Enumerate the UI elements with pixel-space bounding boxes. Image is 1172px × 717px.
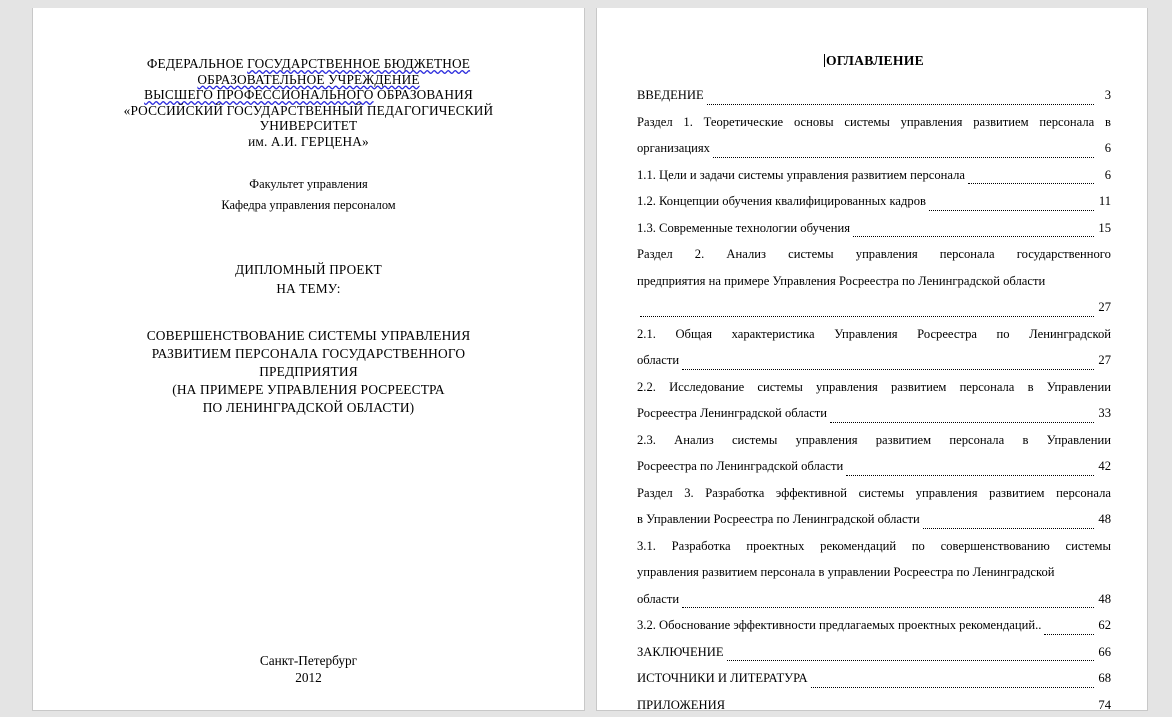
toc-word: Разработка xyxy=(705,485,765,500)
thesis-title-line-3: ПРЕДПРИЯТИЯ xyxy=(259,363,358,379)
toc-word: персонала xyxy=(939,247,995,261)
toc-leader-dots xyxy=(846,474,1094,476)
toc-entry-page: 42 xyxy=(1098,459,1111,473)
toc-entry-label: 1.2. Концепции обучения квалифицированных кадров xyxy=(637,194,926,208)
org-line-3-misspelled: ВЫСШЕГО ПРОФЕССИОНАЛЬНОГО xyxy=(144,87,374,103)
toc-leader-dots xyxy=(682,606,1094,608)
toc-word: системы xyxy=(858,485,905,500)
toc-entry-line-1 xyxy=(637,533,1111,560)
publication-year: 2012 xyxy=(295,670,322,685)
toc-entry-1-2[interactable] xyxy=(637,188,1111,215)
toc-entry-label: организациях xyxy=(637,141,710,155)
toc-entry-1-1[interactable] xyxy=(637,162,1111,189)
thesis-title-line-4: (НА ПРИМЕРЕ УПРАВЛЕНИЯ РОСРЕЕСТРА xyxy=(172,382,445,398)
toc-entry-label: ВВЕДЕНИЕ xyxy=(637,88,704,102)
toc-word: характеристика xyxy=(731,326,815,341)
toc-entry-label: 1.1. Цели и задачи системы управления развитием персонала xyxy=(637,167,965,182)
toc-word: совершенствованию xyxy=(940,538,1050,553)
toc-word: Раздел xyxy=(637,485,673,500)
toc-entry-page: 48 xyxy=(1098,512,1111,526)
toc-entry-line-2 xyxy=(637,506,1111,533)
toc-word: Раздел xyxy=(637,114,673,129)
toc-entry-section-2[interactable] xyxy=(637,241,1111,321)
org-line-3 xyxy=(77,87,540,103)
toc-leader-dots xyxy=(727,659,1094,661)
org-line-1-plain: ФЕДЕРАЛЬНОЕ xyxy=(146,56,248,71)
toc-word: Управления xyxy=(834,326,898,341)
toc-entry-label: области xyxy=(637,591,680,606)
thesis-title-line-2: РАЗВИТИЕМ ПЕРСОНАЛА ГОСУДАРСТВЕННОГО xyxy=(151,345,466,361)
toc-word: 2. xyxy=(694,247,705,261)
toc-entry-page: 3 xyxy=(1104,88,1111,102)
toc-entry-2-1[interactable] xyxy=(637,321,1111,374)
toc-leader-dots xyxy=(1044,633,1094,635)
toc-word: системы xyxy=(757,379,803,394)
page-table-of-contents[interactable] xyxy=(596,8,1148,711)
toc-entry-page: 68 xyxy=(1098,671,1111,685)
toc-entry-label: Росреестра по Ленинградской области xyxy=(637,459,844,473)
toc-word: Управлении xyxy=(1046,432,1111,447)
toc-word: развитием xyxy=(891,379,947,394)
title-page-spacer xyxy=(77,418,540,652)
toc-word: управления xyxy=(855,247,918,261)
toc-entry-references[interactable] xyxy=(637,665,1111,692)
toc-entry-1-3[interactable] xyxy=(637,215,1111,242)
toc-entry-line-2 xyxy=(637,347,1111,374)
toc-word: персонала xyxy=(949,432,1005,447)
toc-word: государственного xyxy=(1016,247,1111,261)
toc-word: основы xyxy=(793,114,834,129)
faculty-name: Факультет управления xyxy=(249,176,368,191)
toc-word: управления xyxy=(816,379,878,394)
toc-entry-line-2 xyxy=(637,453,1111,480)
toc-word: по xyxy=(911,538,925,553)
toc-entry-label: ПРИЛОЖЕНИЯ xyxy=(637,697,726,711)
toc-word: Росреестра xyxy=(917,326,977,341)
toc-word: Анализ xyxy=(726,247,766,261)
toc-leader-dots xyxy=(830,421,1094,423)
toc-leader-dots xyxy=(923,527,1094,529)
toc-leader-dots xyxy=(853,235,1094,237)
toc-entry-line-3 xyxy=(637,294,1111,321)
org-line-6: им. А.И. ГЕРЦЕНА» xyxy=(248,133,369,149)
toc-entry-line-2: предприятия на примере Управления Росреестра по Ленинградской области xyxy=(637,273,1046,288)
toc-entry-line-1 xyxy=(637,427,1111,454)
thesis-title-block xyxy=(77,327,540,418)
toc-entry-conclusion[interactable] xyxy=(637,639,1111,666)
toc-entry-page: 15 xyxy=(1098,220,1111,235)
toc-word: развитием xyxy=(989,485,1045,500)
toc-entry-page: 62 xyxy=(1098,618,1111,632)
org-line-1 xyxy=(77,56,540,72)
toc-word: развитием xyxy=(875,432,932,447)
toc-entry-3-2[interactable] xyxy=(637,612,1111,639)
city-name: Санкт-Петербург xyxy=(259,653,358,668)
toc-entry-page: 48 xyxy=(1098,591,1111,606)
toc-word: 3.1. xyxy=(637,538,656,553)
toc-word: Анализ xyxy=(674,432,714,447)
toc-entry-label: 1.3. Современные технологии обучения xyxy=(637,220,850,235)
thesis-title-line-5: ПО ЛЕНИНГРАДСКОЙ ОБЛАСТИ) xyxy=(202,400,415,416)
toc-entry-line-1 xyxy=(637,321,1111,348)
toc-entry-line-1 xyxy=(637,109,1111,136)
org-line-2-misspelled: ОБРАЗОВАТЕЛЬНОЕ УЧРЕЖДЕНИЕ xyxy=(197,71,420,87)
toc-word: системы xyxy=(1065,538,1111,553)
organization-block xyxy=(77,56,540,150)
toc-entry-line-1 xyxy=(637,480,1111,507)
toc-word: 2.3. xyxy=(637,432,656,447)
toc-entry-section-3[interactable] xyxy=(637,480,1111,533)
toc-word: персонала xyxy=(959,379,1015,394)
toc-word: проектных xyxy=(746,538,805,553)
text-cursor-caret xyxy=(824,54,825,67)
toc-word: 2.1. xyxy=(637,326,656,341)
toc-word: рекомендаций xyxy=(820,538,897,553)
topic-label: НА ТЕМУ: xyxy=(276,281,341,297)
toc-entry-label: ЗАКЛЮЧЕНИЕ xyxy=(637,644,724,659)
toc-entry-introduction[interactable] xyxy=(637,82,1111,109)
project-type-block xyxy=(77,260,540,299)
toc-entry-page: 27 xyxy=(1098,353,1111,367)
toc-entry-label: области xyxy=(637,353,680,367)
toc-entry-page: 6 xyxy=(1104,141,1111,155)
city-year-block xyxy=(77,652,540,692)
org-line-5: УНИВЕРСИТЕТ xyxy=(259,118,358,134)
toc-entry-section-1[interactable] xyxy=(637,109,1111,162)
faculty-block xyxy=(77,174,540,216)
toc-word: системы xyxy=(731,432,778,447)
toc-entry-line-1 xyxy=(637,374,1111,401)
toc-entry-line-2: управления развитием персонала в управлении Росреестра по Ленинградской xyxy=(637,565,1055,579)
toc-word: Ленинградской xyxy=(1029,326,1111,341)
org-line-3-plain: ОБРАЗОВАНИЯ xyxy=(373,87,473,103)
toc-word: персонала xyxy=(1056,485,1111,500)
toc-word: эффективной xyxy=(775,485,848,500)
toc-word: Исследование xyxy=(669,379,745,394)
org-line-1-misspelled: ГОСУДАРСТВЕННОЕ БЮДЖЕТНОЕ xyxy=(247,56,471,71)
toc-word: Теоретические xyxy=(703,114,784,129)
toc-entry-2-3[interactable] xyxy=(637,427,1111,480)
toc-entry-page: 66 xyxy=(1098,644,1111,659)
toc-word: персонала xyxy=(1039,114,1095,129)
org-line-2 xyxy=(77,72,540,88)
title-page-content xyxy=(33,8,584,710)
thesis-title-line-1: СОВЕРШЕНСТВОВАНИЕ СИСТЕМЫ УПРАВЛЕНИЯ xyxy=(146,327,471,343)
project-type: ДИПЛОМНЫЙ ПРОЕКТ xyxy=(235,261,382,277)
toc-entry-line-2 xyxy=(637,135,1111,162)
toc-entry-label: ИСТОЧНИКИ И ЛИТЕРАТУРА xyxy=(637,671,808,685)
toc-entry-appendices[interactable] xyxy=(637,692,1111,712)
toc-entry-label: 3.2. Обоснование эффективности предлагаемых проектных рекомендаций.. xyxy=(637,618,1042,632)
toc-word: системы xyxy=(844,114,890,129)
toc-entry-page: 33 xyxy=(1098,406,1111,420)
toc-entry-label: Росреестра Ленинградской области xyxy=(637,406,828,420)
toc-word: 1. xyxy=(683,114,693,129)
toc-word: управления xyxy=(795,432,858,447)
toc-entry-line-2 xyxy=(637,400,1111,427)
toc-entry-page: 6 xyxy=(1104,167,1111,182)
toc-word: управления xyxy=(915,485,978,500)
toc-word: Управлении xyxy=(1046,379,1111,394)
toc-content xyxy=(597,8,1147,710)
toc-word: системы xyxy=(788,247,834,261)
toc-word: 3. xyxy=(684,485,694,500)
toc-leader-dots xyxy=(968,182,1094,184)
toc-heading-label: ОГЛАВЛЕНИЕ xyxy=(825,53,925,68)
toc-entry-page: 11 xyxy=(1098,194,1111,208)
toc-word: Общая xyxy=(675,326,713,341)
toc-leader-dots xyxy=(811,686,1094,688)
toc-leader-dots xyxy=(713,156,1094,158)
page-title[interactable] xyxy=(32,8,585,711)
toc-word: в xyxy=(1105,114,1111,129)
toc-leader-dots xyxy=(682,368,1094,370)
toc-word: развитием xyxy=(973,114,1029,129)
toc-word: 2.2. xyxy=(637,379,656,394)
department-name: Кафедра управления персоналом xyxy=(221,197,396,212)
toc-entry-line-3 xyxy=(637,586,1111,613)
toc-entry-label: в Управлении Росреестра по Ленинградской области xyxy=(637,512,920,526)
toc-leader-dots xyxy=(707,103,1094,105)
toc-word: по xyxy=(996,326,1010,341)
toc-entry-page: 74 xyxy=(1098,697,1111,711)
toc-word: Разработка xyxy=(671,538,731,553)
toc-entry-2-2[interactable] xyxy=(637,374,1111,427)
toc-word: управления xyxy=(900,114,963,129)
toc-leader-dots xyxy=(929,209,1094,211)
toc-word: в xyxy=(1022,432,1029,447)
toc-word: Раздел xyxy=(637,247,673,261)
toc-word: в xyxy=(1027,379,1034,394)
toc-heading xyxy=(637,53,1111,69)
toc-entry-3-1[interactable] xyxy=(637,533,1111,613)
toc-entry-page: 27 xyxy=(1098,300,1111,314)
toc-leader-dots xyxy=(640,315,1094,317)
toc-entry-line-1 xyxy=(637,241,1111,268)
org-line-4: «РОССИЙСКИЙ ГОСУДАРСТВЕННЫЙ ПЕДАГОГИЧЕСКИЙ xyxy=(123,102,494,118)
